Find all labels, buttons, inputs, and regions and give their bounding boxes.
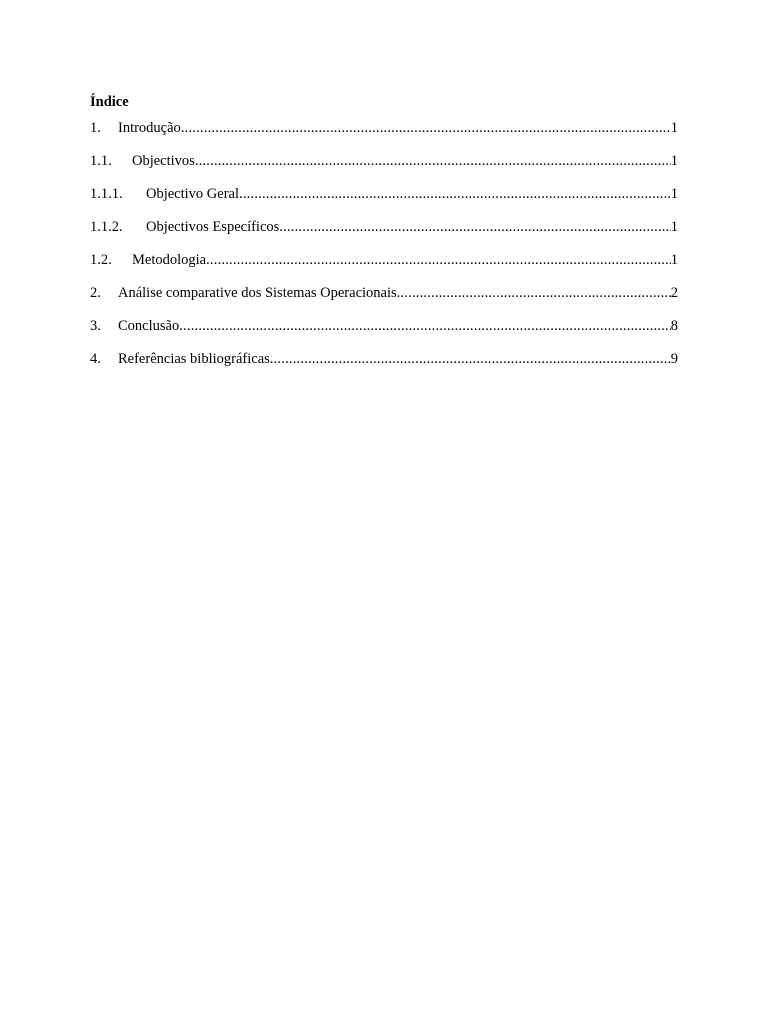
toc-dot-leader bbox=[279, 218, 670, 236]
toc-entry-label: Introdução bbox=[118, 120, 181, 136]
toc-dot-leader bbox=[206, 251, 671, 269]
toc-entry-objectivos-especificos[interactable] bbox=[90, 218, 678, 236]
toc-entry-page: 1 bbox=[670, 153, 678, 169]
toc-entry-label: Análise comparative dos Sistemas Operacionais bbox=[118, 285, 397, 301]
toc-entry-number: 3. bbox=[90, 318, 101, 334]
toc-entry-number: 2. bbox=[90, 285, 101, 301]
toc-entry-introducao[interactable] bbox=[90, 119, 678, 137]
toc-entry-metodologia[interactable] bbox=[90, 251, 678, 269]
toc-entry-page: 1 bbox=[670, 186, 678, 202]
toc-title: Índice bbox=[90, 94, 129, 110]
toc-dot-leader bbox=[181, 119, 671, 137]
toc-entry-number: 1.1.1. bbox=[90, 186, 123, 202]
toc-entry-label: Referências bibliográficas bbox=[118, 351, 270, 367]
toc-entry-objectivo-geral[interactable] bbox=[90, 185, 678, 203]
toc-entry-page: 1 bbox=[670, 252, 678, 268]
toc-entry-page: 2 bbox=[670, 285, 678, 301]
toc-entry-conclusao[interactable] bbox=[90, 317, 678, 335]
toc-entry-page: 8 bbox=[670, 318, 678, 334]
toc-entry-number: 1. bbox=[90, 120, 101, 136]
toc-entry-page: 9 bbox=[670, 351, 678, 367]
toc-dot-leader bbox=[195, 152, 671, 170]
toc-entry-label: Objectivos Específicos bbox=[146, 219, 280, 235]
toc-entry-number: 1.1.2. bbox=[90, 219, 123, 235]
table-of-contents bbox=[90, 93, 678, 368]
toc-entry-number: 4. bbox=[90, 351, 101, 367]
toc-entry-number: 1.2. bbox=[90, 252, 112, 268]
toc-entry-page: 1 bbox=[670, 219, 678, 235]
toc-dot-leader bbox=[239, 185, 671, 203]
toc-dot-leader bbox=[397, 284, 671, 302]
toc-entry-analise-comparative[interactable] bbox=[90, 284, 678, 302]
toc-dot-leader bbox=[270, 350, 671, 368]
toc-entry-number: 1.1. bbox=[90, 153, 112, 169]
toc-entry-label: Metodologia bbox=[132, 252, 207, 268]
toc-entry-page: 1 bbox=[670, 120, 678, 136]
toc-entry-label: Objectivos bbox=[132, 153, 195, 169]
toc-entry-label: Conclusão bbox=[118, 318, 180, 334]
toc-entry-referencias[interactable] bbox=[90, 350, 678, 368]
toc-entry-objectivos[interactable] bbox=[90, 152, 678, 170]
toc-entry-label: Objectivo Geral bbox=[146, 186, 240, 202]
toc-dot-leader bbox=[179, 317, 671, 335]
